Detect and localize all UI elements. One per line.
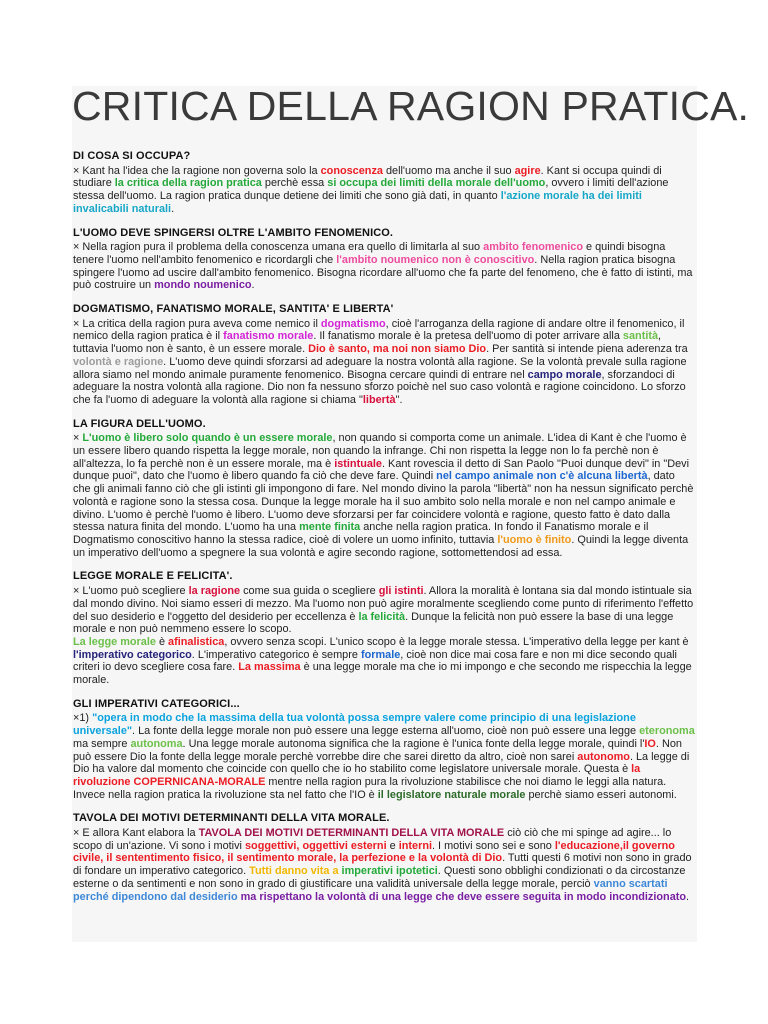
body-text: , tuttavia l'uomo non è santo, è un essere morale. (73, 330, 662, 356)
body-text: , sforzandoci di adeguare la nostra volontà alla ragione. Dio non fa nessuno sforzo poichè nel suo caso volontà e ragione coincidono. Lo sforzo che fa l'uomo di adeguare la volontà alla ragione si chiama " (73, 368, 686, 406)
body-text: . Per santità si intende piena aderenza tra (486, 343, 688, 356)
highlighted-text: campo morale (527, 368, 602, 381)
highlighted-text: istintuale (334, 457, 382, 470)
highlighted-text: l'uomo è finito (497, 533, 572, 546)
highlighted-text: Tutti danno vita a (249, 865, 339, 878)
body-text: perchè siamo esseri autonomi. (525, 788, 677, 801)
highlighted-text: l'ambito noumenico non è conoscitivo (336, 253, 535, 266)
section-tavola-motivi (73, 812, 695, 903)
section-heading: LA FIGURA DELL'UOMO. (73, 417, 206, 430)
highlighted-text: gli istinti (378, 585, 424, 598)
body-text: . La fonte della legge morale non può essere una legge esterna all'uomo, cioè non può essere una legge (132, 725, 640, 738)
section-heading: DI COSA SI OCCUPA? (73, 150, 191, 162)
body-text: . Kant rovescia il detto di San Paolo "Puoi dunque devi" in "Devi dunque puoi", dato che l'uomo è libero quando fa ciò che deve fare. Quindi (73, 457, 690, 483)
highlighted-text: la felicità (358, 610, 406, 623)
section-paragraph (73, 165, 695, 216)
section-paragraph (73, 585, 695, 687)
highlighted-text: ma rispettano la volontà di una legge che deve essere seguita in modo incondizionato (240, 890, 687, 903)
highlighted-text: fanatismo morale (223, 330, 314, 343)
highlighted-text: l'educazione,il governo civile, il sententimento fisico, il sentimento morale, la perfezione e la volontà di Dio (73, 839, 675, 865)
highlighted-text: autonoma (130, 737, 183, 750)
body-text: ×1) (73, 712, 93, 725)
body-text: . La legge di Dio ha valore dal momento che coincide con quello che io ho stabilito come legislatore universale morale. Questa è (73, 750, 690, 776)
section-heading: DOGMATISMO, FANATISMO MORALE, SANTITA' E LIBERTA' (73, 303, 394, 316)
body-text: anche nella ragion pratica. In fondo il Fanatismo morale e il Dogmatismo conoscitivo hanno la stessa radice, cioè di volere un uomo infinito, tuttavia (73, 521, 649, 546)
highlighted-text: L'uomo è libero solo quando è un essere morale (82, 432, 333, 445)
body-text: ma sempre (73, 737, 131, 750)
body-text: . Quindi la legge diventa un imperativo dell'uomo a spegnere la sua volontà e agire secondo ragione, sottomettendosi ad essa. (73, 533, 689, 559)
highlighted-text: eteronoma (639, 725, 695, 738)
highlighted-text: si occupa dei limiti della morale dell'uomo (327, 177, 546, 190)
highlighted-text: mente finita (299, 521, 361, 534)
highlighted-text: ambito fenomenico (483, 241, 583, 254)
body-text: . Una legge morale autonoma significa che la ragione è l'unica fonte della legge morale, quindi l' (182, 737, 645, 750)
highlighted-text: imperativi ipotetici (341, 865, 438, 878)
body-text: , ovvero i limiti dell'azione stessa dell'uomo. La ragion pratica dunque detiene dei limiti che sono già dati, in quanto (73, 177, 669, 203)
body-text: . (171, 202, 175, 215)
body-text: è una legge morale ma che io mi impongo e che secondo me rispecchia la legge morale. (73, 661, 692, 687)
body-text: . Tutti questi 6 motivi non sono in grado di fondare un imperativo categorico. (73, 852, 692, 878)
document-body (73, 150, 695, 903)
body-text: × L'uomo può scegliere (73, 585, 189, 598)
highlighted-text: Dio è santo, ma noi non siamo Dio (308, 343, 487, 356)
body-text: , cioè l'arroganza della ragione di andare oltre il fenomenico, il nemico della ragion pratica è il (73, 317, 685, 343)
body-text: × E allora Kant elabora la (73, 827, 199, 840)
highlighted-text: l'azione morale ha dei limiti invalicabili naturali (73, 190, 642, 215)
body-text: . Nella ragion pratica bisogna spingere l'uomo ad uscire dall'ambito fenomenico. Bisogna ricordare all'uomo che fa parte del fenomeno, che è fatto di istinti, ma può costruire un (73, 253, 693, 292)
body-text: . Dunque la felicità non può essere la base di una legge morale e non può nemmeno essere lo scopo. (73, 610, 674, 636)
highlighted-text: conoscenza (320, 164, 383, 177)
highlighted-text: agire (514, 164, 541, 177)
body-text: , cioè non dice mai cosa fare e non mi dice secondo quali criteri io devo scegliere cosa fare. (73, 648, 677, 674)
section-heading: TAVOLA DEI MOTIVI DETERMINANTI DELLA VITA MORALE. (73, 812, 390, 825)
highlighted-text: afinalistica (168, 635, 225, 648)
body-text: × La critica della ragion pura aveva come nemico il (73, 317, 321, 330)
body-text: è (155, 635, 169, 648)
body-text: ". (395, 393, 403, 406)
section-paragraph (73, 432, 695, 559)
body-text: . L'uomo deve quindi sforzarsi ad adeguare la nostra volontà alla ragione. Se la volontà prevale sulla ragione allora siamo nel mondo animale puramente fenomenico. Bisogna cercare quindi di entrare nel (73, 355, 687, 381)
body-text: . Questi sono obblighi condizionati o da circostanze esterne o da sentimenti e non sono in grado di giustificare una validità universale della legge morale, perciò (73, 865, 686, 890)
section-paragraph (73, 241, 695, 292)
highlighted-text: nel campo animale non c'è alcuna libertà (436, 470, 648, 483)
body-text: ciò ciò che mi spinge ad agire... lo scopo di un'azione. Vi sono i motivi (73, 827, 672, 852)
section-imperativi-categorici (73, 698, 695, 802)
highlighted-text: IO (644, 737, 656, 750)
highlighted-text: TAVOLA DEI MOTIVI DETERMINANTI DELLA VITA MORALE (198, 827, 505, 840)
highlighted-text: "opera in modo che la massima della tua volontà possa sempre valere come principio di una legislazione universale" (73, 712, 636, 738)
section-di-cosa-si-occupa (73, 150, 695, 216)
body-text: . Non può essere Dio la fonte della legge morale perchè vorrebbe dire che sarei diretto da altro, cioè non sarei (73, 737, 682, 763)
body-text: . I motivi sono sei e sono (432, 839, 555, 852)
highlighted-text: autonomo (577, 750, 630, 763)
section-figura-uomo (73, 418, 695, 560)
highlighted-text: interni (398, 839, 432, 852)
section-paragraph (73, 827, 695, 903)
body-text: × Nella ragion pura il problema della conoscenza umana era quello di limitarla al suo (73, 241, 484, 254)
section-heading: GLI IMPERATIVI CATEGORICI... (73, 697, 240, 710)
highlighted-text: La legge morale (73, 635, 156, 648)
highlighted-text: il legislatore naturale morale (377, 788, 526, 801)
body-text: . Allora la moralità è lontana sia dal mondo istintuale sia dal mondo divino. Noi siamo esseri di mezzo. Ma l'uomo non può agire moralmente scegliendo come punto di riferimento l'effetto del suo desiderio e l'oggetto del desiderio per eccellenza è (73, 585, 694, 623)
highlighted-text: la critica della ragion pratica (114, 177, 262, 190)
body-text: . (251, 279, 255, 292)
highlighted-text: l'imperativo categorico (73, 648, 192, 661)
body-text: . L'imperativo categorico è sempre (191, 648, 361, 661)
section-paragraph (73, 712, 695, 801)
body-text: perchè essa (261, 177, 328, 190)
highlighted-text: dogmatismo (320, 317, 386, 330)
body-text: come sua guida o scegliere (240, 585, 379, 598)
section-legge-morale (73, 570, 695, 686)
section-heading: LEGGE MORALE E FELICITA'. (73, 570, 233, 583)
body-text: × Kant ha l'idea che la ragione non governa solo la (73, 164, 321, 177)
body-text: dell'uomo ma anche il suo (382, 164, 515, 177)
body-text: mentre nella ragion pura la rivoluzione stabilisce che noi diamo le leggi alla natura. Invece nella ragion pratica la rivoluzione sta nel fatto che l'IO è (73, 775, 667, 801)
section-paragraph (73, 318, 695, 407)
highlighted-text: mondo noumenico (154, 279, 252, 292)
body-text: , non quando si comporta come un animale. L'idea di Kant è che l'uomo è un essere libero quando rispetta la legge morale, non quando la infrange. Chi non rispetta la legge non lo fa perchè non è all'altezza, lo fa perchè non è un essere morale, ma è (73, 432, 687, 470)
highlighted-text: soggettivi, oggettivi esterni (245, 839, 387, 852)
body-text: , dato che gli animali fanno ciò che gli istinti gli impongono di fare. Nel mondo divino la parola "libertà" non ha nessun significato perchè volontà e ragione sono la stessa cosa. Dunque la legge morale ha il suo ambito solo nella morale e non nel campo animale e divino. L'uomo è perchè l'uomo è libero. L'uomo deve sforzarsi per far coincidere volontà e ragione, questo fatto è dato dalla stessa natura finita del mondo. L'uomo ha una (73, 470, 694, 534)
highlighted-text: La massima (238, 661, 301, 674)
highlighted-text: libertà (362, 393, 396, 406)
highlighted-text: santità (622, 330, 659, 343)
highlighted-text: formale (360, 648, 401, 661)
body-text: e quindi bisogna tenere l'uomo nell'ambito fenomenico e ricordargli che (73, 241, 666, 266)
section-dogmatismo (73, 303, 695, 407)
body-text: , ovvero senza scopi. L'unico scopo è la legge morale stessa. L'imperativo della legge per kant è (224, 635, 689, 648)
highlighted-text: la rivoluzione COPERNICANA-MORALE (73, 763, 641, 788)
section-ambito-fenomenico (73, 227, 695, 293)
body-text: e (386, 839, 399, 852)
body-text: . Kant si occupa quindi di studiare (73, 164, 662, 190)
page-title: CRITICA DELLA RAGION PRATICA. (72, 83, 750, 129)
highlighted-text: vanno scartati perché dipendono dal desiderio (73, 877, 668, 903)
body-text: . (686, 890, 690, 903)
section-heading: L'UOMO DEVE SPINGERSI OLTRE L'AMBITO FENOMENICO. (73, 226, 394, 239)
body-text: . Il fanatismo morale è la pretesa dell'uomo di poter arrivare alla (313, 330, 623, 343)
body-text: × (73, 432, 83, 445)
highlighted-text: la ragione (188, 585, 241, 598)
highlighted-text: volontà e ragione (73, 355, 164, 368)
